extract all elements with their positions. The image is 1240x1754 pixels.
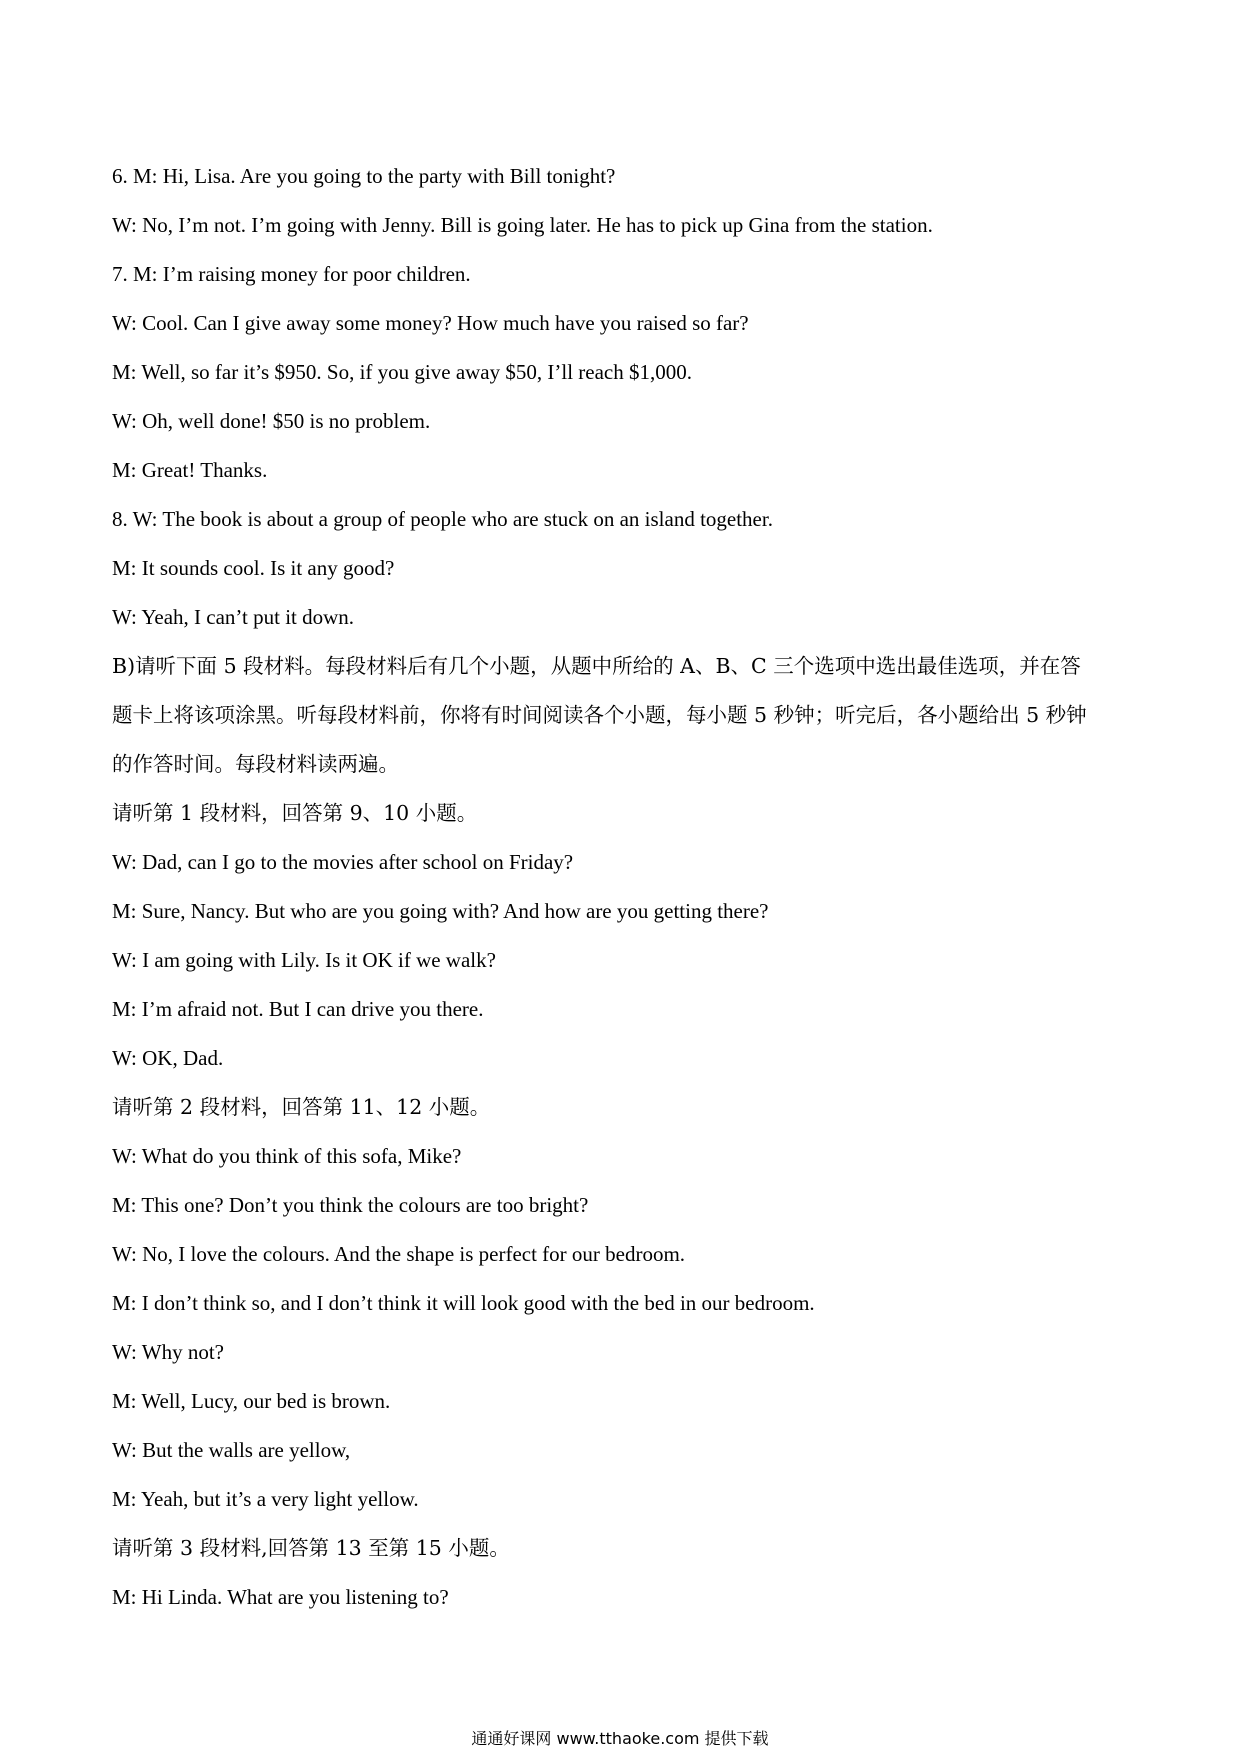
dialogue-line: 6. M: Hi, Lisa. Are you going to the party with Bill tonight? [112, 164, 616, 188]
dialogue-line: M: Well, so far it’s $950. So, if you give away $50, I’ll reach $1,000. [112, 360, 692, 384]
dialogue-line: M: I’m afraid not. But I can drive you there. [112, 997, 484, 1021]
dialogue-line: M: Hi Linda. What are you listening to? [112, 1585, 449, 1609]
dialogue-line: W: No, I’m not. I’m going with Jenny. Bill is going later. He has to pick up Gina from the station. [112, 213, 933, 237]
section-instruction-line: 题卡上将该项涂黑。听每段材料前，你将有时间阅读各个小题，每小题 5 秒钟；听完后，各小题给出 5 秒钟 [112, 703, 1087, 727]
dialogue-line: W: But the walls are yellow, [112, 1438, 351, 1462]
material-heading: 请听第 1 段材料，回答第 9、10 小题。 [112, 801, 478, 825]
section-instruction-line: 的作答时间。每段材料读两遍。 [112, 752, 399, 776]
material-heading: 请听第 3 段材料,回答第 13 至第 15 小题。 [112, 1536, 510, 1560]
dialogue-line: M: It sounds cool. Is it any good? [112, 556, 395, 580]
section-instruction-line: B)请听下面 5 段材料。每段材料后有几个小题，从题中所给的 A、B、C 三个选项中选出最佳选项，并在答 [112, 654, 1081, 678]
dialogue-line: M: Great! Thanks. [112, 458, 268, 482]
dialogue-line: 7. M: I’m raising money for poor children. [112, 262, 471, 286]
dialogue-line: W: Yeah, I can’t put it down. [112, 605, 355, 629]
dialogue-line: W: Oh, well done! $50 is no problem. [112, 409, 431, 433]
dialogue-line: M: This one? Don’t you think the colours are too bright? [112, 1193, 589, 1217]
document-body [0, 152, 1240, 1622]
dialogue-line: W: I am going with Lily. Is it OK if we walk? [112, 948, 496, 972]
dialogue-line: W: Why not? [112, 1340, 224, 1364]
material-heading: 请听第 2 段材料，回答第 11、12 小题。 [112, 1095, 491, 1119]
dialogue-line: M: I don’t think so, and I don’t think it will look good with the bed in our bedroom. [112, 1291, 815, 1315]
dialogue-line: M: Yeah, but it’s a very light yellow. [112, 1487, 419, 1511]
dialogue-line: 8. W: The book is about a group of people who are stuck on an island together. [112, 507, 773, 531]
dialogue-line: W: OK, Dad. [112, 1046, 224, 1070]
dialogue-line: W: What do you think of this sofa, Mike? [112, 1144, 462, 1168]
dialogue-line: M: Sure, Nancy. But who are you going with? And how are you getting there? [112, 899, 769, 923]
dialogue-line: W: Cool. Can I give away some money? How much have you raised so far? [112, 311, 749, 335]
dialogue-line: W: Dad, can I go to the movies after school on Friday? [112, 850, 574, 874]
dialogue-line: M: Well, Lucy, our bed is brown. [112, 1389, 391, 1413]
page-footer: 通通好课网 www.tthaoke.com 提供下载 [471, 1729, 769, 1748]
dialogue-line: W: No, I love the colours. And the shape is perfect for our bedroom. [112, 1242, 686, 1266]
